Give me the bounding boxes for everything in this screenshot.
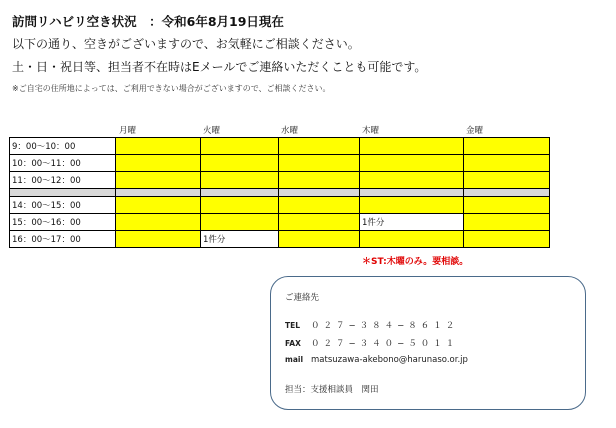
- gap-cell: [10, 189, 116, 197]
- slot-cell: [116, 197, 201, 214]
- tel-number: ０２７−３８４−８６１２: [311, 321, 459, 331]
- st-note: ＊ST:木曜のみ。要相談。: [362, 257, 469, 267]
- slot-cell: [360, 155, 464, 172]
- slot-cell: [464, 155, 550, 172]
- slot-cell: [201, 197, 279, 214]
- page-title: 訪問リハビリ空き状況 ：令和6年8月19日現在: [12, 14, 284, 29]
- slot-cell: [116, 231, 201, 248]
- slot-cell-tue-booked: 1件分: [201, 231, 279, 248]
- slot-cell: [279, 214, 360, 231]
- time-slot: 11：00〜12：00: [10, 172, 116, 189]
- slot-cell: [279, 172, 360, 189]
- contact-heading: ご連絡先: [285, 293, 320, 303]
- time-slot: 15：00〜16：00: [10, 214, 116, 231]
- time-slot: 9：00〜10：00: [10, 138, 116, 155]
- gap-cell: [464, 189, 550, 197]
- table-row: [10, 214, 550, 231]
- day-label-fri: 金曜: [466, 126, 484, 136]
- tel-line: [285, 319, 458, 331]
- time-slot: 16：00〜17：00: [10, 231, 116, 248]
- slot-cell: [464, 138, 550, 155]
- email-note-text: 土・日・祝日等、担当者不在時はEメールでご連絡いただくことも可能です。: [12, 60, 427, 74]
- fax-label: FAX: [285, 339, 301, 348]
- slot-cell: [360, 172, 464, 189]
- slot-cell: [116, 138, 201, 155]
- day-label-tue: 火曜: [203, 126, 221, 136]
- gap-cell: [116, 189, 201, 197]
- day-header: [0, 124, 616, 136]
- slot-cell: [464, 197, 550, 214]
- table-row: [10, 231, 550, 248]
- slot-cell: [201, 214, 279, 231]
- slot-cell: [279, 231, 360, 248]
- time-slot: 14：00〜15：00: [10, 197, 116, 214]
- contact-box: [270, 276, 586, 410]
- address-note: ※ご自宅の住所地によっては、ご利用できない場合がございますので、ご相談ください。: [12, 84, 331, 93]
- slot-cell: [360, 138, 464, 155]
- mail-address[interactable]: matsuzawa-akebono@harunaso.or.jp: [311, 355, 468, 365]
- table-row: [10, 155, 550, 172]
- table-row: [10, 138, 550, 155]
- fax-line: [285, 337, 458, 349]
- mail-label: mail: [285, 355, 304, 364]
- fax-number: ０２７−３４０−５０１１: [311, 339, 459, 349]
- day-label-mon: 月曜: [119, 126, 137, 136]
- slot-cell: [279, 155, 360, 172]
- tel-label: TEL: [285, 321, 301, 330]
- staff-line: 担当：支援相談員 関田: [285, 385, 379, 395]
- day-label-wed: 水曜: [281, 126, 299, 136]
- slot-cell: [116, 172, 201, 189]
- lunch-break-row: [10, 189, 550, 197]
- gap-cell: [201, 189, 279, 197]
- table-row: [10, 197, 550, 214]
- day-label-thu: 木曜: [362, 126, 380, 136]
- slot-cell-thu-booked: 1件分: [360, 214, 464, 231]
- slot-cell: [116, 155, 201, 172]
- intro-text: 以下の通り、空きがございますので、お気軽にご相談ください。: [12, 37, 360, 51]
- slot-cell: [360, 231, 464, 248]
- slot-cell: [116, 214, 201, 231]
- gap-cell: [360, 189, 464, 197]
- schedule-table: [9, 137, 550, 248]
- slot-cell: [279, 197, 360, 214]
- table-row: [10, 172, 550, 189]
- time-slot: 10：00〜11：00: [10, 155, 116, 172]
- slot-cell: [464, 214, 550, 231]
- slot-cell: [201, 155, 279, 172]
- slot-cell: [201, 138, 279, 155]
- slot-cell: [464, 172, 550, 189]
- slot-cell: [464, 231, 550, 248]
- mail-line: [285, 355, 468, 365]
- slot-cell: [201, 172, 279, 189]
- slot-cell: [279, 138, 360, 155]
- gap-cell: [279, 189, 360, 197]
- slot-cell: [360, 197, 464, 214]
